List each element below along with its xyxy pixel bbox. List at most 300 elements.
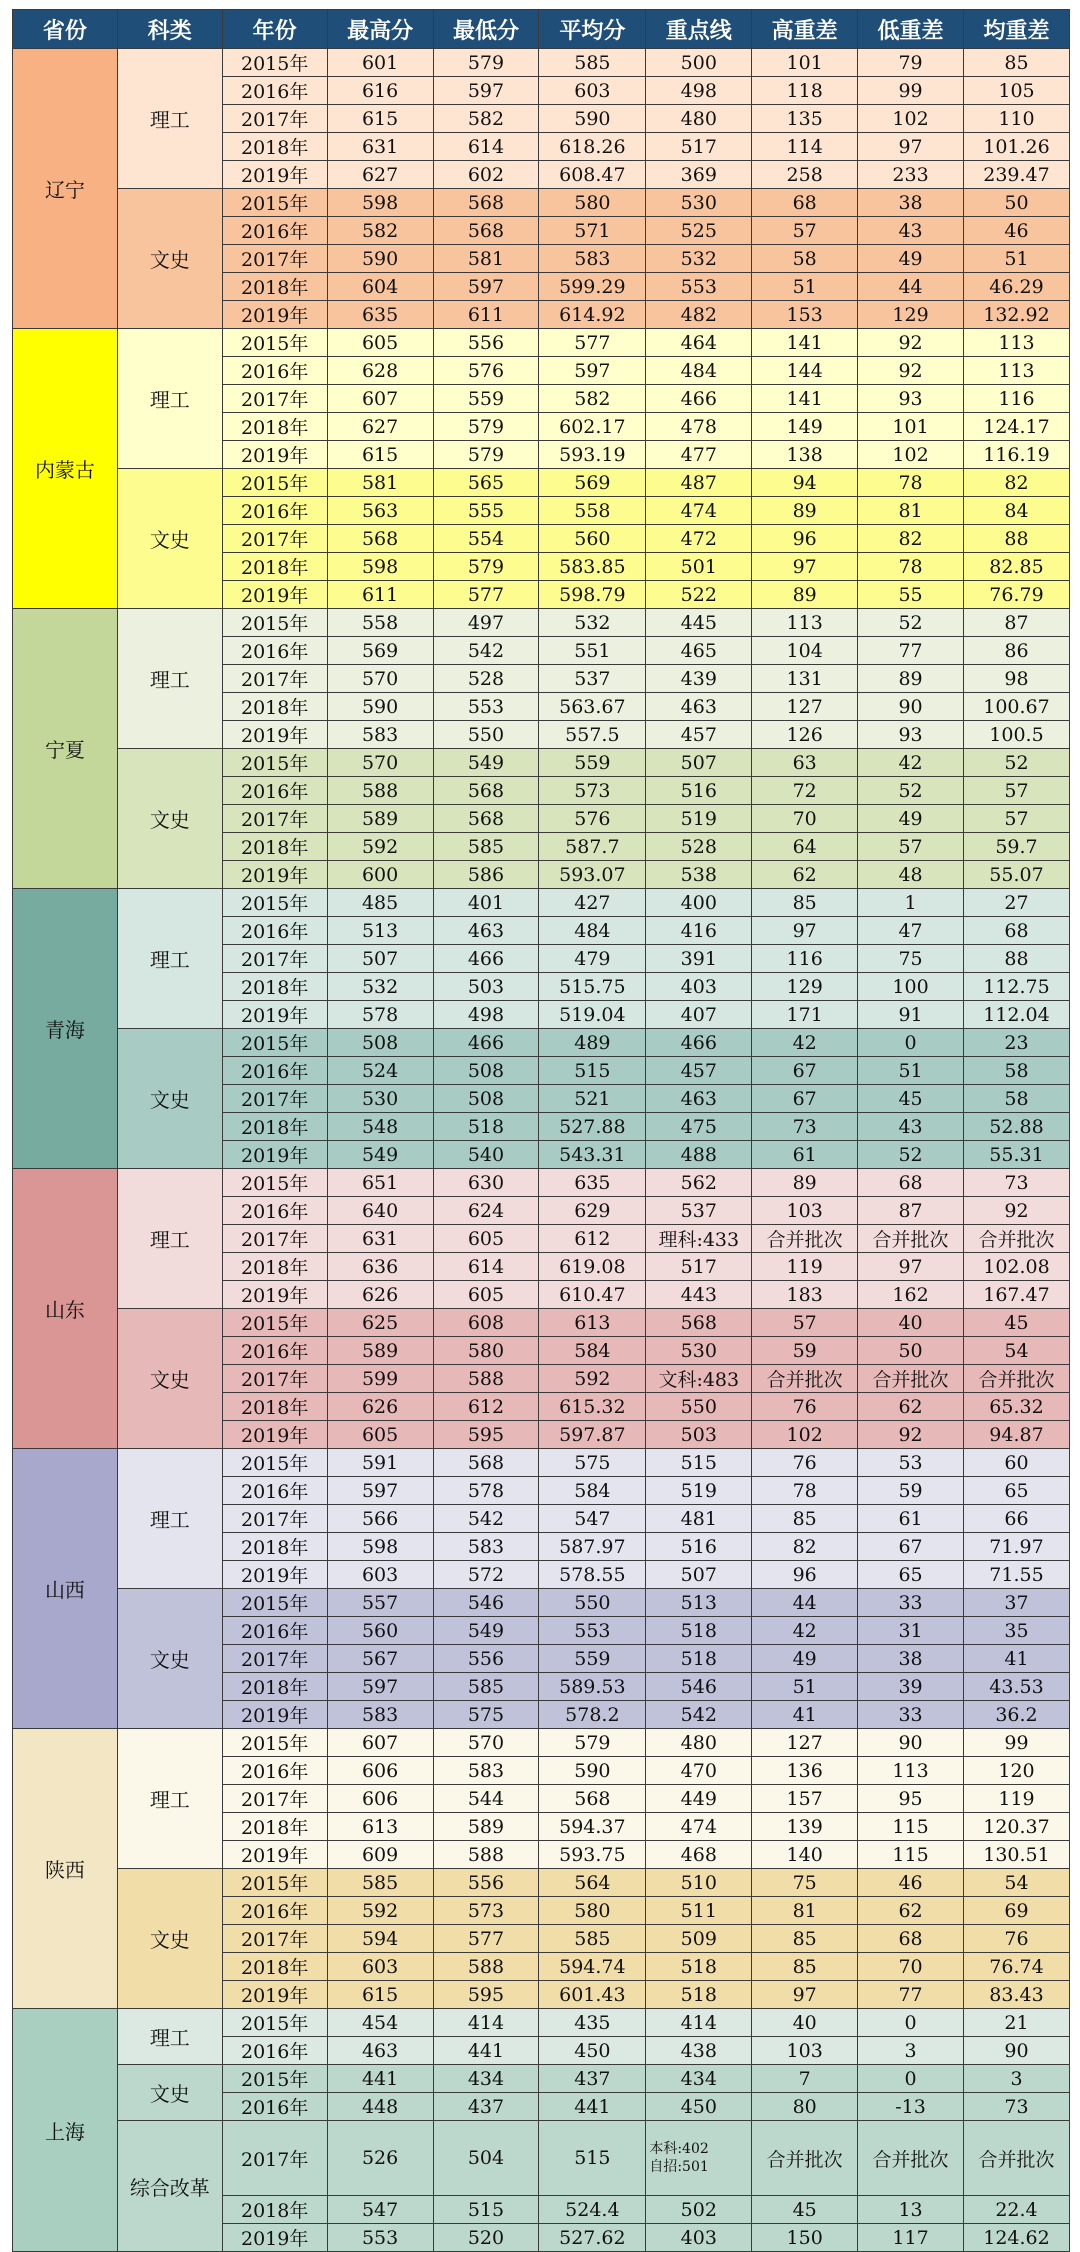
avg-score-cell: 580 xyxy=(539,1897,646,1925)
key-line-cell: 507 xyxy=(646,1561,752,1589)
avg-score-cell: 592 xyxy=(539,1365,646,1393)
min-score-cell: 520 xyxy=(433,2224,539,2252)
key-line-cell: 438 xyxy=(646,2037,752,2065)
avg-score-cell: 577 xyxy=(539,329,646,357)
high-diff-cell: 135 xyxy=(752,105,858,133)
avg-diff-cell: 65.32 xyxy=(964,1393,1070,1421)
high-diff-cell: 57 xyxy=(752,1309,858,1337)
key-line-cell: 511 xyxy=(646,1897,752,1925)
max-score-cell: 605 xyxy=(327,329,433,357)
low-diff-cell: 92 xyxy=(858,357,964,385)
high-diff-cell: 45 xyxy=(752,2196,858,2224)
low-diff-cell: 97 xyxy=(858,1253,964,1281)
key-line-cell: 509 xyxy=(646,1925,752,1953)
subject-cell: 文史 xyxy=(117,189,222,329)
year-cell: 2019年 xyxy=(222,1001,327,1029)
min-score-cell: 559 xyxy=(433,385,539,413)
avg-score-cell: 584 xyxy=(539,1477,646,1505)
avg-diff-cell: 3 xyxy=(964,2065,1070,2093)
low-diff-cell: 65 xyxy=(858,1561,964,1589)
low-diff-cell: 13 xyxy=(858,2196,964,2224)
year-cell: 2018年 xyxy=(222,413,327,441)
max-score-cell: 569 xyxy=(327,637,433,665)
year-cell: 2019年 xyxy=(222,1981,327,2009)
avg-diff-cell: 58 xyxy=(964,1085,1070,1113)
high-diff-cell: 103 xyxy=(752,1197,858,1225)
avg-diff-cell: 239.47 xyxy=(964,161,1070,189)
key-line-cell: 474 xyxy=(646,1813,752,1841)
min-score-cell: 466 xyxy=(433,1029,539,1057)
low-diff-cell: 0 xyxy=(858,1029,964,1057)
subject-cell: 文史 xyxy=(117,469,222,609)
low-diff-cell: 75 xyxy=(858,945,964,973)
avg-score-cell: 618.26 xyxy=(539,133,646,161)
min-score-cell: 585 xyxy=(433,1673,539,1701)
max-score-cell: 485 xyxy=(327,889,433,917)
key-line-cell: 500 xyxy=(646,49,752,77)
low-diff-cell: 49 xyxy=(858,245,964,273)
key-line-cell: 528 xyxy=(646,833,752,861)
low-diff-cell: 合并批次 xyxy=(858,1225,964,1253)
avg-diff-cell: 100.67 xyxy=(964,693,1070,721)
high-diff-cell: 129 xyxy=(752,973,858,1001)
year-cell: 2019年 xyxy=(222,1841,327,1869)
key-line-cell: 513 xyxy=(646,1589,752,1617)
avg-score-cell: 587.97 xyxy=(539,1533,646,1561)
min-score-cell: 498 xyxy=(433,1001,539,1029)
header-high-diff: 高重差 xyxy=(752,10,858,49)
avg-score-cell: 594.74 xyxy=(539,1953,646,1981)
key-line-cell: 391 xyxy=(646,945,752,973)
low-diff-cell: 68 xyxy=(858,1925,964,1953)
max-score-cell: 547 xyxy=(327,2196,433,2224)
high-diff-cell: 139 xyxy=(752,1813,858,1841)
avg-diff-cell: 36.2 xyxy=(964,1701,1070,1729)
min-score-cell: 463 xyxy=(433,917,539,945)
low-diff-cell: 61 xyxy=(858,1505,964,1533)
year-cell: 2015年 xyxy=(222,189,327,217)
avg-score-cell: 613 xyxy=(539,1309,646,1337)
high-diff-cell: 70 xyxy=(752,805,858,833)
avg-score-cell: 489 xyxy=(539,1029,646,1057)
year-cell: 2016年 xyxy=(222,917,327,945)
min-score-cell: 515 xyxy=(433,2196,539,2224)
high-diff-cell: 58 xyxy=(752,245,858,273)
max-score-cell: 570 xyxy=(327,665,433,693)
avg-diff-cell: 85 xyxy=(964,49,1070,77)
high-diff-cell: 119 xyxy=(752,1253,858,1281)
avg-score-cell: 515 xyxy=(539,2121,646,2196)
year-cell: 2018年 xyxy=(222,1953,327,1981)
low-diff-cell: 43 xyxy=(858,1113,964,1141)
year-cell: 2016年 xyxy=(222,357,327,385)
key-line-cell: 503 xyxy=(646,1421,752,1449)
avg-score-cell: 612 xyxy=(539,1225,646,1253)
year-cell: 2017年 xyxy=(222,945,327,973)
avg-score-cell: 578.2 xyxy=(539,1701,646,1729)
low-diff-cell: 33 xyxy=(858,1589,964,1617)
avg-diff-cell: 合并批次 xyxy=(964,2121,1070,2196)
min-score-cell: 586 xyxy=(433,861,539,889)
high-diff-cell: 258 xyxy=(752,161,858,189)
avg-diff-cell: 112.75 xyxy=(964,973,1070,1001)
min-score-cell: 605 xyxy=(433,1225,539,1253)
avg-score-cell: 435 xyxy=(539,2009,646,2037)
low-diff-cell: 117 xyxy=(858,2224,964,2252)
low-diff-cell: 93 xyxy=(858,721,964,749)
high-diff-cell: 89 xyxy=(752,497,858,525)
year-cell: 2017年 xyxy=(222,1785,327,1813)
avg-diff-cell: 87 xyxy=(964,609,1070,637)
max-score-cell: 463 xyxy=(327,2037,433,2065)
year-cell: 2019年 xyxy=(222,441,327,469)
key-line-cell: 400 xyxy=(646,889,752,917)
avg-diff-cell: 113 xyxy=(964,357,1070,385)
year-cell: 2019年 xyxy=(222,1281,327,1309)
avg-diff-cell: 102.08 xyxy=(964,1253,1070,1281)
low-diff-cell: 55 xyxy=(858,581,964,609)
low-diff-cell: 0 xyxy=(858,2065,964,2093)
key-line-cell: 443 xyxy=(646,1281,752,1309)
key-line-cell: 518 xyxy=(646,1981,752,2009)
avg-diff-cell: 88 xyxy=(964,525,1070,553)
avg-score-cell: 559 xyxy=(539,1645,646,1673)
high-diff-cell: 114 xyxy=(752,133,858,161)
low-diff-cell: 3 xyxy=(858,2037,964,2065)
year-cell: 2018年 xyxy=(222,1253,327,1281)
low-diff-cell: 42 xyxy=(858,749,964,777)
key-line-cell: 475 xyxy=(646,1113,752,1141)
year-cell: 2015年 xyxy=(222,1029,327,1057)
year-cell: 2015年 xyxy=(222,49,327,77)
min-score-cell: 580 xyxy=(433,1337,539,1365)
low-diff-cell: 81 xyxy=(858,497,964,525)
avg-score-cell: 597 xyxy=(539,357,646,385)
avg-diff-cell: 116.19 xyxy=(964,441,1070,469)
max-score-cell: 600 xyxy=(327,861,433,889)
subject-cell: 文史 xyxy=(117,749,222,889)
avg-score-cell: 603 xyxy=(539,77,646,105)
avg-score-cell: 519.04 xyxy=(539,1001,646,1029)
low-diff-cell: 91 xyxy=(858,1001,964,1029)
year-cell: 2017年 xyxy=(222,1225,327,1253)
avg-score-cell: 515 xyxy=(539,1057,646,1085)
key-line-cell: 理科:433 xyxy=(646,1225,752,1253)
max-score-cell: 636 xyxy=(327,1253,433,1281)
year-cell: 2015年 xyxy=(222,469,327,497)
year-cell: 2019年 xyxy=(222,301,327,329)
low-diff-cell: 87 xyxy=(858,1197,964,1225)
key-line-cell: 463 xyxy=(646,1085,752,1113)
year-cell: 2017年 xyxy=(222,1365,327,1393)
max-score-cell: 640 xyxy=(327,1197,433,1225)
avg-score-cell: 590 xyxy=(539,105,646,133)
min-score-cell: 575 xyxy=(433,1701,539,1729)
min-score-cell: 568 xyxy=(433,217,539,245)
avg-score-cell: 583.85 xyxy=(539,553,646,581)
key-line-cell: 546 xyxy=(646,1673,752,1701)
key-line-cell: 537 xyxy=(646,1197,752,1225)
table-row xyxy=(13,2121,1070,2196)
year-cell: 2017年 xyxy=(222,665,327,693)
table-row xyxy=(13,1449,1070,1477)
avg-score-cell: 441 xyxy=(539,2093,646,2121)
min-score-cell: 549 xyxy=(433,1617,539,1645)
high-diff-cell: 62 xyxy=(752,861,858,889)
key-line-cell: 472 xyxy=(646,525,752,553)
avg-diff-cell: 45 xyxy=(964,1309,1070,1337)
high-diff-cell: 113 xyxy=(752,609,858,637)
max-score-cell: 598 xyxy=(327,553,433,581)
avg-diff-cell: 99 xyxy=(964,1729,1070,1757)
high-diff-cell: 126 xyxy=(752,721,858,749)
max-score-cell: 590 xyxy=(327,693,433,721)
min-score-cell: 612 xyxy=(433,1393,539,1421)
min-score-cell: 497 xyxy=(433,609,539,637)
high-diff-cell: 171 xyxy=(752,1001,858,1029)
min-score-cell: 544 xyxy=(433,1785,539,1813)
min-score-cell: 554 xyxy=(433,525,539,553)
year-cell: 2019年 xyxy=(222,861,327,889)
header-max-score: 最高分 xyxy=(327,10,433,49)
table-row xyxy=(13,2065,1070,2093)
min-score-cell: 589 xyxy=(433,1813,539,1841)
high-diff-cell: 75 xyxy=(752,1869,858,1897)
high-diff-cell: 合并批次 xyxy=(752,2121,858,2196)
low-diff-cell: 46 xyxy=(858,1869,964,1897)
key-line-cell: 403 xyxy=(646,2224,752,2252)
low-diff-cell: 97 xyxy=(858,133,964,161)
year-cell: 2018年 xyxy=(222,833,327,861)
low-diff-cell: 113 xyxy=(858,1757,964,1785)
avg-score-cell: 551 xyxy=(539,637,646,665)
low-diff-cell: 53 xyxy=(858,1449,964,1477)
avg-score-cell: 587.7 xyxy=(539,833,646,861)
avg-score-cell: 582 xyxy=(539,385,646,413)
score-table-container xyxy=(12,9,1070,2252)
year-cell: 2017年 xyxy=(222,245,327,273)
avg-diff-cell: 98 xyxy=(964,665,1070,693)
avg-diff-cell: 76.79 xyxy=(964,581,1070,609)
min-score-cell: 508 xyxy=(433,1057,539,1085)
key-line-cell: 516 xyxy=(646,777,752,805)
year-cell: 2017年 xyxy=(222,105,327,133)
avg-score-cell: 571 xyxy=(539,217,646,245)
high-diff-cell: 97 xyxy=(752,917,858,945)
low-diff-cell: 0 xyxy=(858,2009,964,2037)
max-score-cell: 651 xyxy=(327,1169,433,1197)
min-score-cell: 582 xyxy=(433,105,539,133)
max-score-cell: 532 xyxy=(327,973,433,1001)
low-diff-cell: 45 xyxy=(858,1085,964,1113)
year-cell: 2018年 xyxy=(222,553,327,581)
max-score-cell: 582 xyxy=(327,217,433,245)
year-cell: 2016年 xyxy=(222,1757,327,1785)
year-cell: 2018年 xyxy=(222,1533,327,1561)
avg-score-cell: 597.87 xyxy=(539,1421,646,1449)
avg-diff-cell: 43.53 xyxy=(964,1673,1070,1701)
table-row xyxy=(13,1029,1070,1057)
max-score-cell: 615 xyxy=(327,105,433,133)
avg-diff-cell: 22.4 xyxy=(964,2196,1070,2224)
max-score-cell: 558 xyxy=(327,609,433,637)
key-line-cell: 465 xyxy=(646,637,752,665)
max-score-cell: 585 xyxy=(327,1869,433,1897)
avg-score-cell: 524.4 xyxy=(539,2196,646,2224)
max-score-cell: 548 xyxy=(327,1113,433,1141)
header-min-score: 最低分 xyxy=(433,10,539,49)
high-diff-cell: 157 xyxy=(752,1785,858,1813)
min-score-cell: 597 xyxy=(433,273,539,301)
key-line-cell: 416 xyxy=(646,917,752,945)
key-line-cell: 530 xyxy=(646,1337,752,1365)
high-diff-cell: 141 xyxy=(752,329,858,357)
avg-score-cell: 585 xyxy=(539,1925,646,1953)
high-diff-cell: 102 xyxy=(752,1421,858,1449)
high-diff-cell: 97 xyxy=(752,1981,858,2009)
high-diff-cell: 85 xyxy=(752,889,858,917)
max-score-cell: 626 xyxy=(327,1393,433,1421)
avg-diff-cell: 101.26 xyxy=(964,133,1070,161)
year-cell: 2018年 xyxy=(222,133,327,161)
avg-score-cell: 553 xyxy=(539,1617,646,1645)
high-diff-cell: 42 xyxy=(752,1029,858,1057)
high-diff-cell: 82 xyxy=(752,1533,858,1561)
max-score-cell: 560 xyxy=(327,1617,433,1645)
low-diff-cell: 77 xyxy=(858,637,964,665)
max-score-cell: 604 xyxy=(327,273,433,301)
year-cell: 2019年 xyxy=(222,721,327,749)
key-line-cell: 482 xyxy=(646,301,752,329)
high-diff-cell: 42 xyxy=(752,1617,858,1645)
subject-cell: 文史 xyxy=(117,1029,222,1169)
key-line-cell: 518 xyxy=(646,1617,752,1645)
key-line-cell: 553 xyxy=(646,273,752,301)
high-diff-cell: 61 xyxy=(752,1141,858,1169)
province-cell: 山西 xyxy=(13,1449,118,1729)
avg-diff-cell: 73 xyxy=(964,1169,1070,1197)
high-diff-cell: 144 xyxy=(752,357,858,385)
high-diff-cell: 44 xyxy=(752,1589,858,1617)
high-diff-cell: 89 xyxy=(752,581,858,609)
low-diff-cell: 1 xyxy=(858,889,964,917)
avg-diff-cell: 82 xyxy=(964,469,1070,497)
avg-diff-cell: 27 xyxy=(964,889,1070,917)
max-score-cell: 563 xyxy=(327,497,433,525)
header-avg-diff: 均重差 xyxy=(964,10,1070,49)
high-diff-cell: 合并批次 xyxy=(752,1225,858,1253)
subject-cell: 文史 xyxy=(117,1309,222,1449)
avg-diff-cell: 82.85 xyxy=(964,553,1070,581)
year-cell: 2019年 xyxy=(222,1561,327,1589)
max-score-cell: 570 xyxy=(327,749,433,777)
province-cell: 山东 xyxy=(13,1169,118,1449)
max-score-cell: 549 xyxy=(327,1141,433,1169)
high-diff-cell: 153 xyxy=(752,301,858,329)
max-score-cell: 603 xyxy=(327,1953,433,1981)
avg-score-cell: 479 xyxy=(539,945,646,973)
province-cell: 陕西 xyxy=(13,1729,118,2009)
key-line-cell: 457 xyxy=(646,721,752,749)
low-diff-cell: 31 xyxy=(858,1617,964,1645)
year-cell: 2015年 xyxy=(222,1729,327,1757)
high-diff-cell: 118 xyxy=(752,77,858,105)
min-score-cell: 434 xyxy=(433,2065,539,2093)
min-score-cell: 624 xyxy=(433,1197,539,1225)
max-score-cell: 590 xyxy=(327,245,433,273)
subject-cell: 综合改革 xyxy=(117,2121,222,2252)
year-cell: 2018年 xyxy=(222,1393,327,1421)
low-diff-cell: 78 xyxy=(858,469,964,497)
avg-diff-cell: 92 xyxy=(964,1197,1070,1225)
key-line-cell: 507 xyxy=(646,749,752,777)
key-line-cell: 403 xyxy=(646,973,752,1001)
low-diff-cell: 115 xyxy=(858,1813,964,1841)
key-line-cell: 445 xyxy=(646,609,752,637)
key-line-cell: 474 xyxy=(646,497,752,525)
high-diff-cell: 85 xyxy=(752,1505,858,1533)
key-line-cell: 522 xyxy=(646,581,752,609)
high-diff-cell: 85 xyxy=(752,1953,858,1981)
avg-diff-cell: 35 xyxy=(964,1617,1070,1645)
low-diff-cell: 162 xyxy=(858,1281,964,1309)
max-score-cell: 594 xyxy=(327,1925,433,1953)
avg-diff-cell: 54 xyxy=(964,1869,1070,1897)
province-cell: 青海 xyxy=(13,889,118,1169)
min-score-cell: 556 xyxy=(433,1645,539,1673)
subject-cell: 理工 xyxy=(117,49,222,189)
high-diff-cell: 85 xyxy=(752,1925,858,1953)
high-diff-cell: 103 xyxy=(752,2037,858,2065)
avg-score-cell: 629 xyxy=(539,1197,646,1225)
max-score-cell: 454 xyxy=(327,2009,433,2037)
high-diff-cell: 67 xyxy=(752,1085,858,1113)
min-score-cell: 568 xyxy=(433,777,539,805)
key-line-cell: 515 xyxy=(646,1449,752,1477)
header-subject: 科类 xyxy=(117,10,222,49)
avg-score-cell: 573 xyxy=(539,777,646,805)
min-score-cell: 579 xyxy=(433,441,539,469)
table-row xyxy=(13,469,1070,497)
max-score-cell: 508 xyxy=(327,1029,433,1057)
table-row xyxy=(13,609,1070,637)
max-score-cell: 631 xyxy=(327,133,433,161)
year-cell: 2015年 xyxy=(222,2009,327,2037)
avg-diff-cell: 65 xyxy=(964,1477,1070,1505)
min-score-cell: 595 xyxy=(433,1421,539,1449)
avg-diff-cell: 167.47 xyxy=(964,1281,1070,1309)
year-cell: 2019年 xyxy=(222,2224,327,2252)
low-diff-cell: 77 xyxy=(858,1981,964,2009)
year-cell: 2015年 xyxy=(222,1169,327,1197)
min-score-cell: 414 xyxy=(433,2009,539,2037)
year-cell: 2016年 xyxy=(222,637,327,665)
high-diff-cell: 73 xyxy=(752,1113,858,1141)
avg-diff-cell: 71.97 xyxy=(964,1533,1070,1561)
year-cell: 2015年 xyxy=(222,609,327,637)
min-score-cell: 518 xyxy=(433,1113,539,1141)
max-score-cell: 553 xyxy=(327,2224,433,2252)
header-year: 年份 xyxy=(222,10,327,49)
header-low-diff: 低重差 xyxy=(858,10,964,49)
avg-score-cell: 564 xyxy=(539,1869,646,1897)
max-score-cell: 607 xyxy=(327,385,433,413)
subject-cell: 理工 xyxy=(117,1449,222,1589)
low-diff-cell: 44 xyxy=(858,273,964,301)
avg-score-cell: 537 xyxy=(539,665,646,693)
max-score-cell: 609 xyxy=(327,1841,433,1869)
subject-cell: 理工 xyxy=(117,1729,222,1869)
